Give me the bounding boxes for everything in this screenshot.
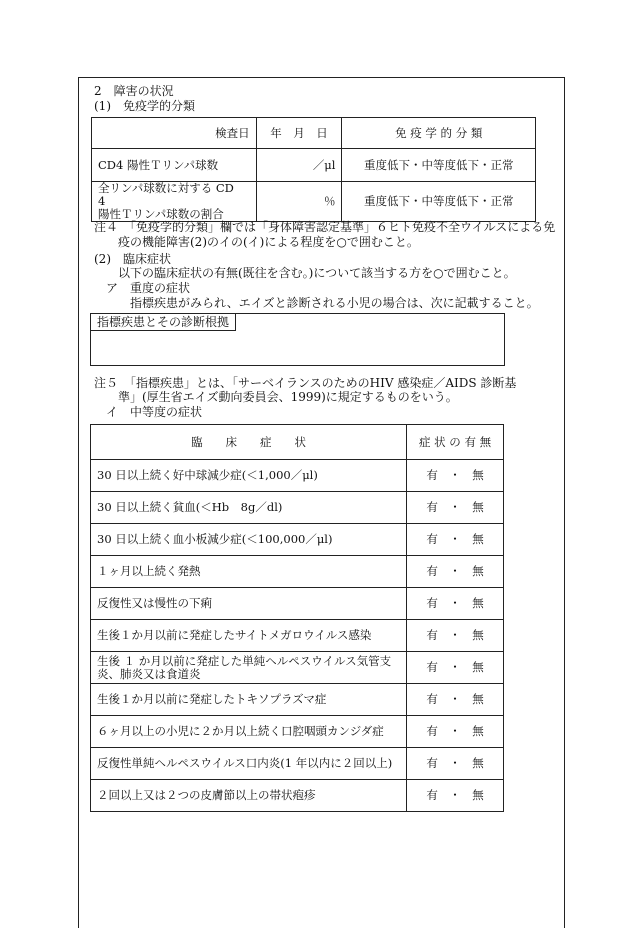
table-row	[91, 748, 504, 780]
symptom-label: 反復性又は慢性の下痢	[91, 588, 407, 620]
table-row	[91, 652, 504, 684]
table-row	[91, 780, 504, 812]
cd4-ratio-label-line1: 全リンパ球数に対する CD 4	[98, 181, 246, 208]
header-classification: 免 疫 学 的 分 類	[342, 118, 536, 149]
immune-table-header	[92, 118, 536, 149]
severe-heading: ア 重度の症状	[106, 281, 191, 295]
cd4-ratio-unit[interactable]: ％	[256, 182, 342, 222]
immune-classification-heading: (1) 免疫学的分類	[94, 99, 195, 113]
symptom-label-line1: 生後 １ か月以前に発症した単純ヘルペスウイルス気管支	[97, 653, 392, 668]
cd4-count-unit[interactable]: ／μl	[256, 149, 342, 182]
clinical-instruction: 以下の臨床症状の有無(既往を含む。)について該当する方を○で囲むこと。	[118, 266, 516, 280]
moderate-heading: イ 中等度の症状	[106, 405, 203, 419]
table-row	[92, 149, 536, 182]
note5-line2: 準」(厚生省エイズ動向委員会、1999)に規定するものをいう。	[118, 390, 458, 404]
table-row	[91, 684, 504, 716]
note5-line1: 注５ 「指標疾患」とは、「サーベイランスのためのHIV 感染症／AIDS 診断基	[94, 376, 517, 390]
presence-choice[interactable]: 有 ・ 無	[407, 492, 504, 524]
indicator-disease-label: 指標疾患とその診断根拠	[91, 314, 236, 331]
presence-choice[interactable]: 有 ・ 無	[407, 460, 504, 492]
symptom-label: ６ヶ月以上の小児に２か月以上続く口腔咽頭カンジダ症	[91, 716, 407, 748]
severe-note: 指標疾患がみられ、エイズと診断される小児の場合は、次に記載すること。	[130, 296, 539, 310]
symptom-label	[91, 652, 407, 684]
presence-choice[interactable]: 有 ・ 無	[407, 556, 504, 588]
symptom-label-line2: 炎、肺炎又は食道炎	[97, 666, 201, 681]
presence-choice[interactable]: 有 ・ 無	[407, 620, 504, 652]
note4-line2: 疫の機能障害(2)のイの(イ)による程度を○で囲むこと。	[118, 235, 419, 249]
symptom-table	[90, 424, 504, 812]
table-row	[91, 492, 504, 524]
indicator-disease-box[interactable]	[90, 313, 505, 366]
table-row	[91, 460, 504, 492]
symptom-label: 30 日以上続く好中球減少症(＜1,000／μl)	[91, 460, 407, 492]
presence-choice[interactable]: 有 ・ 無	[407, 716, 504, 748]
symptom-label: 反復性単純ヘルペスウイルス口内炎(1 年以内に２回以上)	[91, 748, 407, 780]
symptom-label: 生後１か月以前に発症したトキソプラズマ症	[91, 684, 407, 716]
presence-choice[interactable]: 有 ・ 無	[407, 588, 504, 620]
clinical-heading: (2) 臨床症状	[94, 252, 171, 266]
symptom-label: 30 日以上続く貧血(＜Hb 8g／dl)	[91, 492, 407, 524]
cd4-ratio-label-line2: 陽性Ｔリンパ球数の割合	[98, 207, 224, 221]
table-row	[92, 182, 536, 222]
immune-table	[91, 117, 536, 222]
symptom-label: 30 日以上続く血小板減少症(＜100,000／μl)	[91, 524, 407, 556]
presence-choice[interactable]: 有 ・ 無	[407, 524, 504, 556]
cd4-count-label: CD4 陽性Ｔリンパ球数	[92, 149, 257, 182]
cd4-ratio-label	[92, 182, 257, 222]
presence-choice[interactable]: 有 ・ 無	[407, 748, 504, 780]
table-row	[91, 716, 504, 748]
table-row	[91, 588, 504, 620]
cd4-ratio-options[interactable]: 重度低下・中等度低下・正常	[342, 182, 536, 222]
header-exam-date: 検査日	[92, 118, 257, 149]
section-title: 2 障害の状況	[94, 84, 174, 98]
symptom-label: １ヶ月以上続く発熱	[91, 556, 407, 588]
presence-choice[interactable]: 有 ・ 無	[407, 652, 504, 684]
symptom-table-header	[91, 425, 504, 460]
symptom-label: ２回以上又は２つの皮膚節以上の帯状疱疹	[91, 780, 407, 812]
header-presence: 症 状 の 有 無	[407, 425, 504, 460]
header-symptom: 臨 床 症 状	[91, 425, 407, 460]
header-date-fields[interactable]: 年 月 日	[256, 118, 342, 149]
presence-choice[interactable]: 有 ・ 無	[407, 780, 504, 812]
table-row	[91, 524, 504, 556]
table-row	[91, 620, 504, 652]
cd4-count-options[interactable]: 重度低下・中等度低下・正常	[342, 149, 536, 182]
presence-choice[interactable]: 有 ・ 無	[407, 684, 504, 716]
symptom-label: 生後１か月以前に発症したサイトメガロウイルス感染	[91, 620, 407, 652]
note4-line1: 注４ 「免疫学的分類」欄では「身体障害認定基準」６ヒト免疫不全ウイルスによる免	[94, 220, 556, 234]
table-row	[91, 556, 504, 588]
